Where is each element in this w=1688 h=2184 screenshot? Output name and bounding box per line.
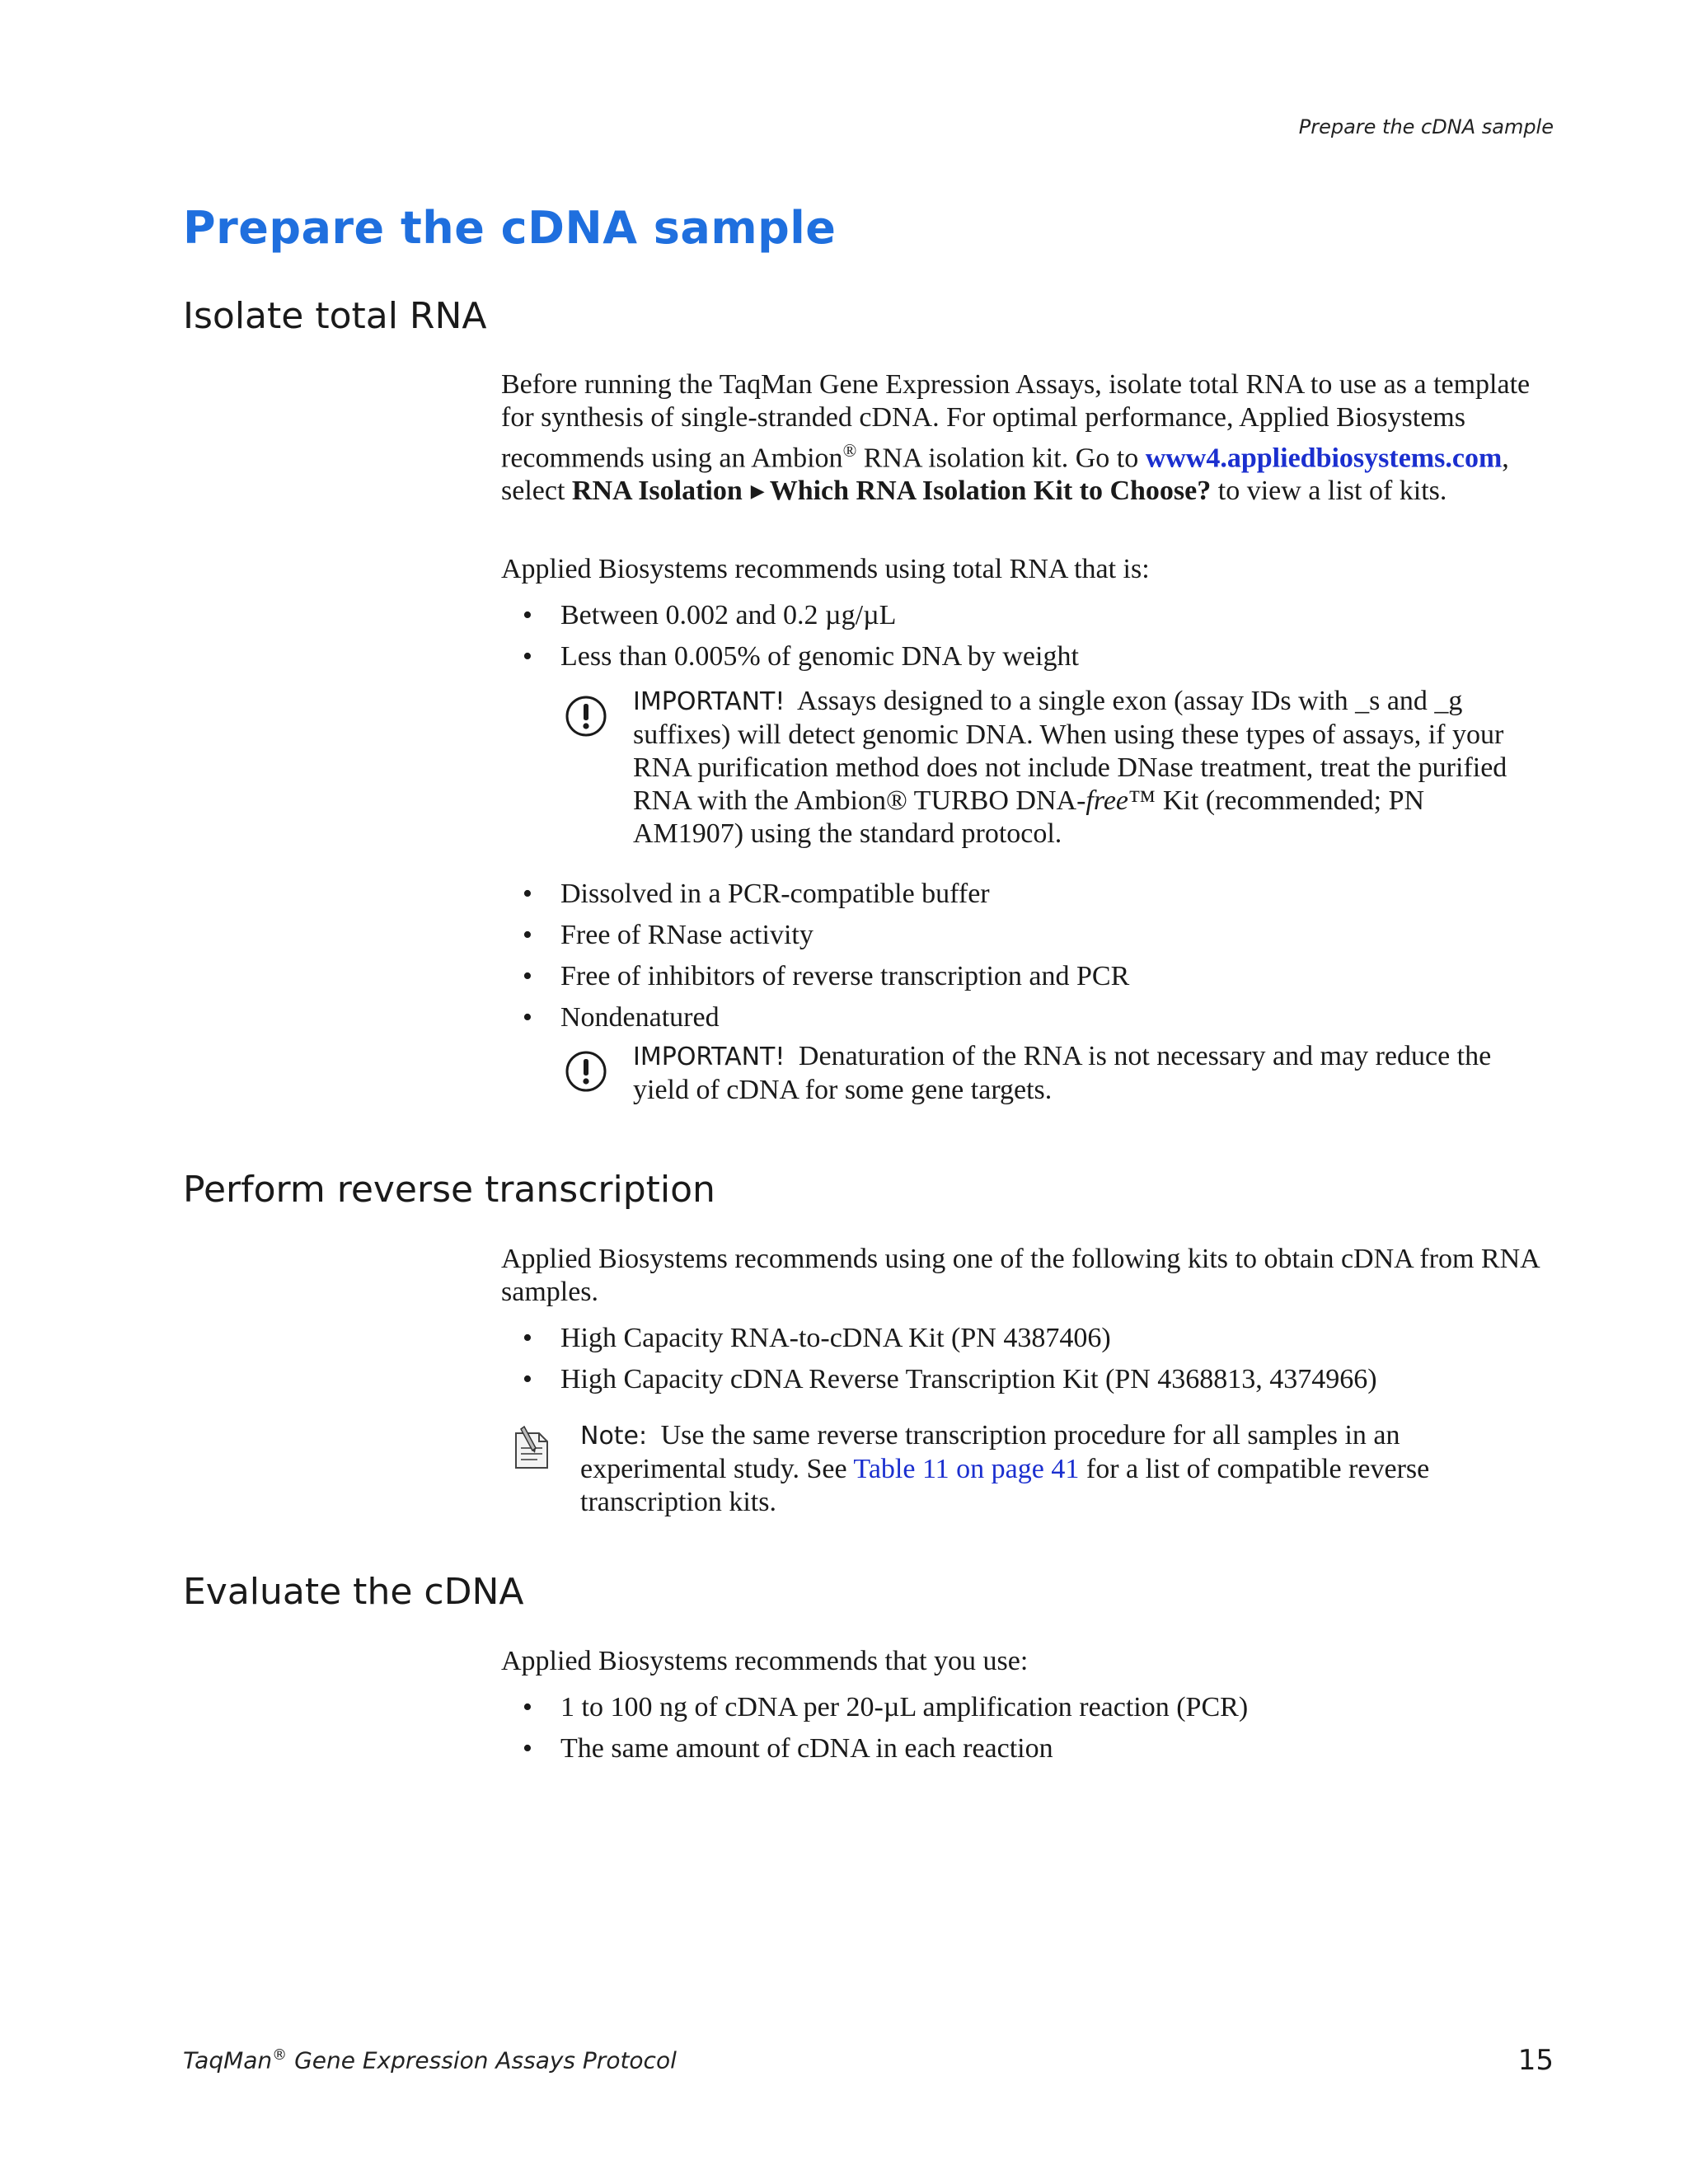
isolate-intro-paragraph bbox=[501, 368, 1556, 508]
list-item: • High Capacity cDNA Reverse Transcription Kit (PN 4368813, 4374966) bbox=[501, 1363, 1556, 1396]
registered-mark: ® bbox=[272, 2046, 288, 2064]
note-text: for a list of compatible reverse transcription kits. bbox=[580, 1454, 1430, 1517]
list-item: • Between 0.002 and 0.2 µg/µL bbox=[501, 599, 1556, 632]
important-label: IMPORTANT! bbox=[633, 1043, 785, 1071]
intro-text: Before running the TaqMan Gene Expression Assays, isolate total RNA to use as a template for synthesis of single-stranded cDNA. For optimal performance, Applied Biosystems recommends using an Ambion bbox=[501, 369, 1531, 474]
running-header: Prepare the cDNA sample bbox=[1298, 115, 1554, 138]
evaluate-intro: Applied Biosystems recommends that you use: bbox=[501, 1646, 1029, 1676]
list-item: • Less than 0.005% of genomic DNA by weight bbox=[501, 640, 1556, 673]
list-item: • Nondenatured bbox=[501, 1001, 1556, 1034]
intro-text: RNA isolation kit. Go to bbox=[856, 443, 1146, 474]
table-11-link[interactable]: Table 11 on page 41 bbox=[853, 1454, 1080, 1484]
intro-text: , select bbox=[501, 443, 1509, 507]
reverse-intro: Applied Biosystems recommends using one of the following kits to obtain cDNA from RNA samples. bbox=[501, 1244, 1539, 1307]
page-number: 15 bbox=[1517, 2044, 1554, 2077]
list-item: • Free of inhibitors of reverse transcription and PCR bbox=[501, 960, 1556, 993]
note-text: Use the same reverse transcription procedure for all samples in an experimental study. See bbox=[580, 1420, 1400, 1484]
footer-title-text: TaqMan bbox=[183, 2046, 273, 2074]
registered-mark: ® bbox=[842, 440, 857, 461]
menu-arrow-icon: ▶ bbox=[750, 480, 765, 502]
list-item: • The same amount of cDNA in each reaction bbox=[501, 1732, 1556, 1765]
intro-text: to view a list of kits. bbox=[1211, 476, 1447, 507]
important-text: ™ Kit (recommended; PN AM1907) using the standard protocol. bbox=[633, 785, 1425, 849]
list-item: • High Capacity RNA-to-cDNA Kit (PN 4387406) bbox=[501, 1322, 1556, 1355]
important-warning-icon bbox=[565, 1050, 607, 1093]
menu-path-which-kit: Which RNA Isolation Kit to Choose? bbox=[769, 476, 1212, 507]
list-item: • Free of RNase activity bbox=[501, 919, 1556, 952]
important-warning-icon bbox=[565, 695, 607, 738]
reverse-block bbox=[501, 1243, 1556, 1396]
section-heading-reverse-transcription: Perform reverse transcription bbox=[183, 1169, 715, 1211]
footer-doc-title bbox=[183, 2046, 677, 2074]
appliedbiosystems-link[interactable]: www4.appliedbiosystems.com bbox=[1145, 443, 1503, 474]
section-heading-evaluate: Evaluate the cDNA bbox=[183, 1571, 524, 1613]
rt-kits-list bbox=[501, 1322, 1556, 1396]
menu-path-rna-isolation: RNA Isolation bbox=[571, 476, 743, 507]
section-heading-isolate: Isolate total RNA bbox=[183, 295, 487, 337]
page-title: Prepare the cDNA sample bbox=[183, 202, 837, 254]
important-text-italic: free bbox=[1085, 785, 1129, 816]
recommend-text: Applied Biosystems recommends using total RNA that is: bbox=[501, 554, 1150, 584]
isolate-recommend-block bbox=[501, 553, 1556, 673]
important-callout-genomic-dna bbox=[633, 685, 1540, 851]
important-text: Assays designed to a single exon (assay IDs with _s and _g suffixes) will detect genomic DNA. When using these types of assays, if your RNA purification method does not include DNase treatment, treat the purified RNA with the Ambion® TURBO DNA- bbox=[633, 686, 1507, 816]
note-label: Note: bbox=[580, 1422, 648, 1451]
important-label: IMPORTANT! bbox=[633, 687, 785, 716]
footer-title-text: Gene Expression Assays Protocol bbox=[287, 2046, 677, 2074]
important-callout-denaturation bbox=[633, 1040, 1540, 1107]
note-callout-reverse-transcription bbox=[580, 1419, 1512, 1519]
rna-requirements-list-continued bbox=[501, 878, 1556, 1034]
rna-requirements-list bbox=[501, 599, 1556, 673]
important-text: Denaturation of the RNA is not necessary and may reduce the yield of cDNA for some gene targets. bbox=[633, 1041, 1492, 1105]
evaluate-list bbox=[501, 1691, 1556, 1765]
list-item: • 1 to 100 ng of cDNA per 20-µL amplification reaction (PCR) bbox=[501, 1691, 1556, 1724]
evaluate-block bbox=[501, 1645, 1556, 1765]
note-icon bbox=[511, 1423, 554, 1471]
list-item: • Dissolved in a PCR-compatible buffer bbox=[501, 878, 1556, 911]
